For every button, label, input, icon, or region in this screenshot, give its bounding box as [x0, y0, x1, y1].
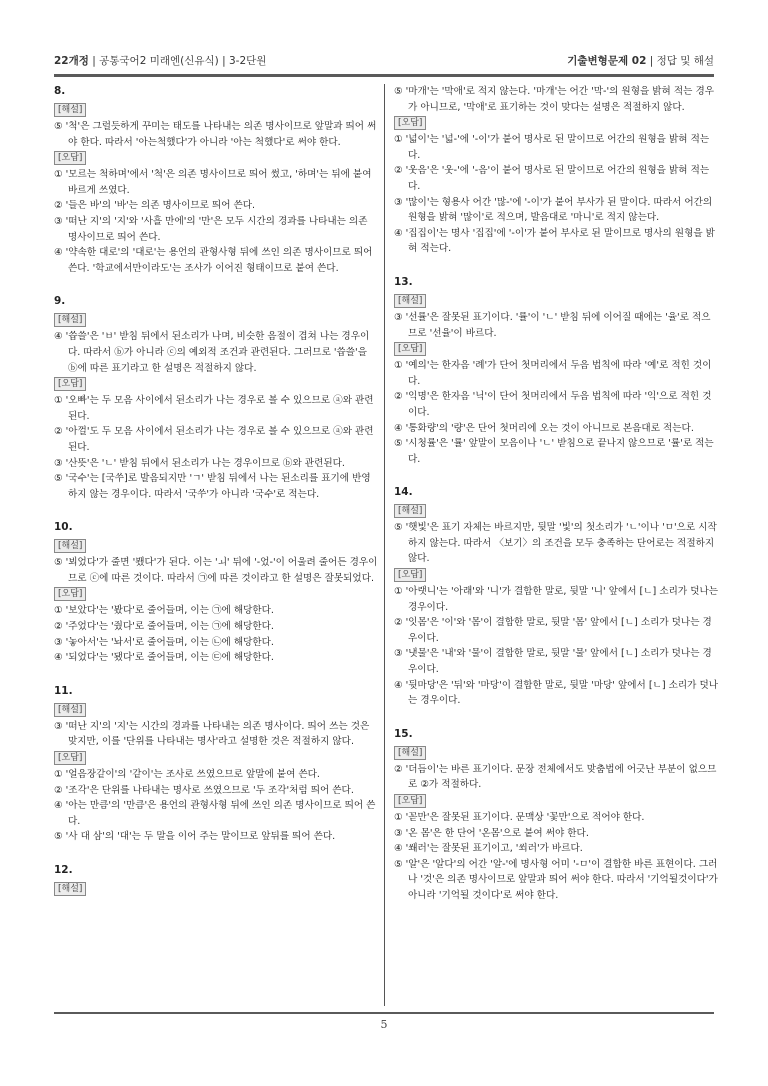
page-header [54, 50, 714, 70]
question-block [394, 115, 718, 257]
question-number: 12. [54, 864, 73, 876]
section-tag: [해설] [54, 539, 86, 553]
question-block [54, 84, 378, 276]
answer-section [394, 115, 718, 257]
question-block [394, 485, 718, 709]
answer-item: ④ '되었다'는 '됐다'로 줄어들며, 이는 ㉢에 해당한다. [54, 652, 274, 664]
section-tag: [오답] [54, 587, 86, 601]
question-block [54, 863, 378, 898]
question-number: 8. [54, 85, 66, 97]
answer-item: ① '아랫니'는 '아래'와 '니'가 결합한 말로, 뒷말 '니' 앞에서 [ㄴ] 소리가 덧나는 경우이다. [394, 586, 719, 613]
section-tag: [해설] [54, 882, 86, 896]
answer-section [54, 538, 378, 586]
answer-item: ④ '아는 만큼'의 '만큼'은 용언의 관형사형 뒤에 쓰인 의존 명사이므로 띄어 쓴다. [54, 800, 376, 827]
section-tag: [해설] [54, 703, 86, 717]
answer-item: ④ '씁쓸'은 'ㅂ' 받침 뒤에서 된소리가 나며, 비슷한 음절이 겹쳐 나는 경우이다. 따라서 ⓑ가 아니라 ⓒ의 예외적 조건과 관련된다. 그러므로 '씁쓸'을 ⓑ에 따른 표기라고 한 설명은 적절하지 않다. [54, 331, 370, 374]
question-block [54, 294, 378, 502]
question-number: 13. [394, 275, 413, 288]
section-tag: [해설] [54, 103, 86, 117]
answer-item: ④ '집집이'는 명사 '집집'에 '-이'가 붙어 부사로 된 말이므로 명사의 원형을 밝혀 적는다. [394, 227, 715, 255]
question-block [54, 520, 378, 666]
answer-item: ③ '선률'은 잘못된 표기이다. '률'이 'ㄴ' 받침 뒤에 이어질 때에는 '율'로 적으므로 '선율'이 바르다. [394, 311, 711, 339]
answer-section [394, 503, 718, 567]
header-course: | 공통국어2 미래엔(신유식) | 3-2단원 [88, 54, 267, 67]
question-block [394, 275, 718, 467]
answer-item: ① '모르는 척하며'에서 '척'은 의존 명사이므로 띄어 썼고, '하며'는 뒤에 붙여 바르게 쓰였다. [54, 169, 372, 196]
answer-item: ② '더듬이'는 바른 표기이다. 문장 전체에서도 맞춤법에 어긋난 부분이 없으므로 ②가 적절하다. [394, 763, 717, 791]
question-number: 9. [54, 295, 66, 308]
answer-item: ① '오빠'는 두 모음 사이에서 된소리가 나는 경우로 볼 수 있으므로 ⓐ와 관련된다. [54, 395, 374, 422]
section-tag: [해설] [394, 294, 426, 308]
answer-item: ② '잇몸'은 '이'와 '몸'이 결합한 말로, 뒷말 '몸' 앞에서 [ㄴ] 소리가 덧나는 경우이다. [394, 617, 712, 644]
answer-section [394, 567, 718, 709]
section-tag: [오답] [54, 151, 86, 165]
answer-item: ⑤ '척'은 그럴듯하게 꾸미는 태도를 나타내는 의존 명사이므로 앞말과 띄어 써야 한다. 따라서 '아는척했다'가 아니라 '아는 척했다'로 써야 한다. [54, 121, 377, 148]
answer-section [54, 881, 378, 898]
section-tag: [해설] [394, 746, 426, 760]
question-block [394, 727, 718, 904]
answer-section [394, 341, 718, 467]
answer-item: ③ '온 몸'은 한 단어 '온몸'으로 붙여 써야 한다. [394, 827, 589, 839]
answer-item: ⑤ '국수'는 [국쑤]로 발음되지만 'ㄱ' 받침 뒤에서 나는 된소리를 표기에 반영하지 않는 경우이다. 따라서 '국쑤'가 아니라 '국수'로 적는다. [54, 473, 371, 500]
question-number: 15. [394, 727, 413, 740]
header-rule [54, 74, 714, 77]
answer-section [394, 793, 718, 904]
answer-item: ② '아껄'도 두 모음 사이에서 된소리가 나는 경우로 볼 수 있으므로 ⓐ와 관련된다. [54, 426, 374, 453]
answer-section [394, 293, 718, 341]
answer-item: ③ '떠난 지'의 '지'는 시간의 경과를 나타내는 의존 명사이다. 띄어 쓰는 것은 맞지만, 이를 '단위를 나타내는 명사'라고 설명한 것은 적절하지 않다. [54, 720, 370, 748]
answer-item: ① '꼳만'은 잘못된 표기이다. 문맥상 '꽃만'으로 적어야 한다. [394, 812, 645, 823]
answer-item: ④ '통화량'의 '량'은 단어 첫머리에 오는 것이 아니므로 본음대로 적는다. [394, 422, 694, 434]
question-block [54, 684, 378, 845]
answer-item: ④ '쐐러'는 잘못된 표기이고, '쐬러'가 바르다. [394, 843, 583, 855]
section-tag: [해설] [54, 313, 86, 327]
header-section: | 정답 및 해설 [646, 54, 714, 67]
section-tag: [오답] [394, 342, 426, 356]
answer-item: ⑤ '시청률'은 '률' 앞말이 모음이나 'ㄴ' 받침으로 끝나지 않으므로 '률'로 적는다. [394, 438, 714, 465]
answer-item: ③ '냇물'은 '내'와 '물'이 결합한 말로, 뒷말 '물' 앞에서 [ㄴ] 소리가 덧나는 경우이다. [394, 648, 712, 676]
footer-rule [54, 1012, 714, 1014]
answer-item: ⑤ '알'은 '알다'의 어간 '알-'에 명사형 어미 '-ㅁ'이 결합한 바른 표현이다. 그러나 '것'은 의존 명사이므로 앞말과 띄어 써야 한다. 따라서 '기억될것이다'가 아니라 '기억될 것이다'로 써야 한다. [394, 858, 718, 901]
answer-item: ③ '산뜻'은 'ㄴ' 받침 뒤에서 된소리가 나는 경우이므로 ⓑ와 관련된다. [54, 457, 345, 469]
answer-item: ④ '뒷마당'은 '뒤'와 '마당'이 결합한 말로, 뒷말 '마당' 앞에서 [ㄴ] 소리가 덧나는 경우이다. [394, 679, 719, 707]
answer-item: ② '익명'은 한자음 '닉'이 단어 첫머리에서 두음 법칙에 따라 '익'으로 적힌 것이다. [394, 391, 712, 418]
answer-item: ② '주었다'는 '줬다'로 줄어들며, 이는 ㉠에 해당한다. [54, 621, 274, 633]
answer-section [54, 586, 378, 665]
header-right [567, 53, 714, 68]
right-column [394, 84, 718, 922]
answer-section [54, 750, 378, 845]
section-tag: [오답] [54, 751, 86, 765]
column-divider [384, 84, 385, 1006]
answer-section [54, 150, 378, 276]
answer-item: ② '웃음'은 '웃-'에 '-음'이 붙어 명사로 된 말이므로 어간의 원형을 밝혀 적는다. [394, 165, 710, 192]
answer-section [54, 312, 378, 376]
question-number: 10. [54, 521, 73, 534]
answer-item: ① '예의'는 한자음 '례'가 단어 첫머리에서 두음 법칙에 따라 '예'로 적힌 것이다. [394, 360, 712, 387]
section-tag: [오답] [394, 116, 426, 130]
section-tag: [오답] [394, 568, 426, 582]
answer-item: ⑤ '사 대 삼'의 '대'는 두 말을 이어 주는 말이므로 앞뒤를 띄어 쓴다. [54, 831, 336, 843]
section-tag: [해설] [394, 504, 426, 518]
header-set-title: 기출변형문제 02 [567, 54, 647, 67]
answer-item: ② '들은 바'의 '바'는 의존 명사이므로 띄어 쓴다. [54, 200, 256, 212]
answer-item: ③ '많이'는 형용사 어간 '많-'에 '-이'가 붙어 부사가 된 말이다. 따라서 어간의 원형을 밝혀 '많이'로 적으며, 발음대로 '마니'로 적지 않는다. [394, 196, 713, 224]
answer-item: ① '보았다'는 '봤다'로 줄어들며, 이는 ㉠에 해당한다. [54, 605, 274, 617]
left-column [54, 84, 378, 916]
answer-item: ④ '약속한 대로'의 '대로'는 용언의 관형사형 뒤에 쓰인 의존 명사이므로 띄어 쓴다. '학교에서만이라도'는 조사가 이어진 형태이므로 붙여 쓴다. [54, 247, 373, 274]
answer-section [54, 102, 378, 150]
header-edition: 22개정 [54, 54, 89, 67]
answer-item: ⑤ '뵈었다'가 줄면 '뵀다'가 된다. 이는 'ㅚ' 뒤에 '-었-'이 어울려 줄어든 경우이므로 ⓒ에 따른 것이다. 따라서 ㉠에 따른 것이라고 한 설명은 잘못되었다. [54, 557, 378, 584]
answer-item: ⑤ '햇빛'은 표기 자체는 바르지만, 뒷말 '빛'의 첫소리가 'ㄴ'이나 'ㅁ'으로 시작하지 않는다. 따라서 〈보기〉의 조건을 모두 충족하는 단어로는 적절하지 않다. [394, 522, 717, 565]
continued-item: ⑤ '마개'는 '막애'로 적지 않는다. '마개'는 어간 '막-'의 원형을 밝혀 적는 경우가 아니므로, '막애'로 표기하는 것이 맞다는 설명은 적절하지 않다. [394, 86, 714, 113]
section-tag: [오답] [394, 794, 426, 808]
answer-section [54, 376, 378, 502]
page-number: 5 [380, 1018, 388, 1031]
header-left [54, 53, 266, 68]
answer-item: ② '조각'은 단위를 나타내는 명사로 쓰였으므로 '두 조각'처럼 띄어 쓴다. [54, 784, 354, 796]
answer-item: ③ '놓아서'는 '놔서'로 줄어들며, 이는 ㉡에 해당한다. [54, 636, 274, 648]
question-number: 14. [394, 486, 413, 499]
section-tag: [오답] [54, 377, 86, 391]
question-number: 11. [54, 684, 73, 697]
answer-item: ① '넓이'는 '넓-'에 '-이'가 붙어 명사로 된 말이므로 어간의 원형을 밝혀 적는다. [394, 134, 710, 161]
answer-section [54, 702, 378, 750]
answer-section [394, 745, 718, 793]
answer-item: ① '얼음장같이'의 '같이'는 조사로 쓰였으므로 앞말에 붙여 쓴다. [54, 769, 320, 781]
answer-item: ③ '떠난 지'의 '지'와 '사흘 만에'의 '만'은 모두 시간의 경과를 나타내는 의존 명사이므로 띄어 쓴다. [54, 215, 368, 243]
